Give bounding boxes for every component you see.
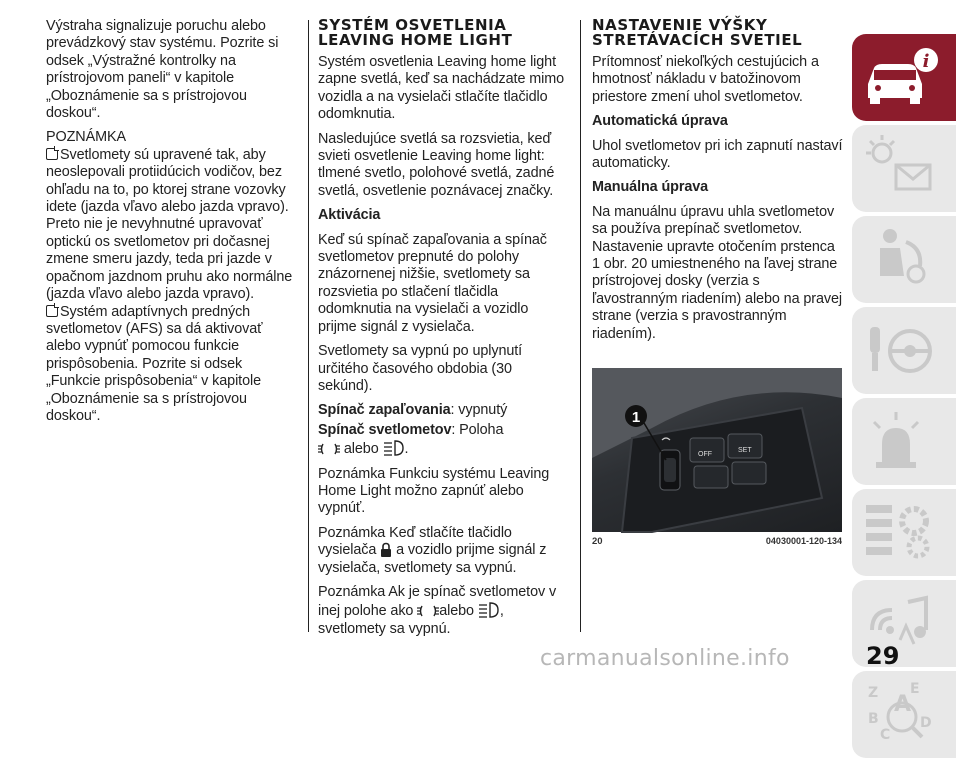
figure-number: 20 — [592, 536, 603, 547]
column-right — [592, 18, 844, 350]
note-item — [46, 147, 296, 304]
car-info-icon — [860, 40, 940, 112]
section-title: SYSTÉM OSVETLENIA LEAVING HOME LIGHT — [318, 16, 513, 49]
note-icon — [46, 305, 58, 317]
note-item — [46, 304, 296, 426]
svg-text:E: E — [910, 681, 920, 697]
ignition-line: Spínač zapaľovania: vypnutý — [318, 402, 508, 419]
paragraph: Nastavenie upravte otočením prstenca 1 obr. 20 umiestneného na ľavej strane prístrojovej dosky (verzia s ľavostranným riadením) alebo na pravej strane (verzia s pravostranným riadením). — [592, 238, 842, 342]
watermark: carmanualsonline.info — [540, 646, 790, 671]
off-label: OFF — [698, 451, 712, 458]
column-middle — [318, 18, 570, 645]
tab-service[interactable] — [852, 489, 956, 576]
note-transmitter: Poznámka Keď stlačíte tlačidlo vysielača a vozidlo prijme signál z vysielača, svetlomety sa vypnú. — [318, 524, 547, 576]
tab-emergency[interactable] — [852, 398, 956, 485]
paragraph: Uhol svetlometov pri ich zapnutí nastaví automaticky. — [592, 137, 843, 172]
paragraph: Keď sú spínač zapaľovania a spínač svetlometov prepnuté do polohy znázornenej nižšie, svetlomety sa rozsvietia po stlačení tlačidla odomknutia na vysielači a vozidlo prijme signál z vysielača. — [318, 231, 547, 335]
note-icon — [46, 148, 58, 160]
note-switch-position: Poznámka Ak je spínač svetlometov v inej polohe ako alebo , svetlomety sa vypnú. — [318, 583, 557, 637]
column-divider — [308, 20, 309, 632]
subheading-automatic: Automatická úprava — [592, 113, 728, 130]
note-text: Systém adaptívnych predných svetlometov (AFS) sa dá aktivovať alebo vypnúť pomocou funkcie prispôsobenia. Pozrite si odsek „Funkcie prispôsobenia“ v kapitole „Oboznámenie sa s prístrojovou doskou“. — [46, 303, 263, 424]
paragraph: Na manuálnu úpravu uhla svetlometov sa používa prepínač svetlometov. — [592, 203, 835, 238]
paragraph: Výstraha signalizuje poruchu alebo prevádzkový stav systému. Pozrite si odsek „Výstražné kontrolky na prístrojovom paneli“ v kapitole „Oboznámenie sa s prístrojovou doskou“. — [46, 18, 279, 122]
svg-text:Z: Z — [868, 685, 879, 701]
svg-text:C: C — [880, 727, 891, 743]
paragraph: Prítomnosť niekoľkých cestujúcich a hmotnosť nákladu v batožinovom priestore zmení uhol svetlometov. — [592, 54, 819, 105]
dashboard-panel-illustration — [592, 368, 842, 532]
svg-text:D: D — [920, 715, 932, 731]
callout-number: 1 — [631, 409, 641, 426]
seat-safety-icon — [860, 222, 940, 294]
warning-lights-icon — [860, 131, 940, 203]
parking-light-icon — [318, 441, 340, 457]
section-title: NASTAVENIE VÝŠKY STRETÁVACÍCH SVETIEL — [592, 16, 803, 49]
tab-starting-driving[interactable] — [852, 307, 956, 394]
service-gears-icon — [860, 495, 940, 567]
tab-car-info[interactable] — [852, 34, 956, 121]
tab-safety[interactable] — [852, 216, 956, 303]
lock-icon — [380, 542, 392, 558]
svg-text:i: i — [922, 51, 930, 72]
parking-light-icon — [417, 603, 439, 619]
svg-text:A: A — [894, 692, 912, 717]
note-heading: POZNÁMKA — [46, 129, 126, 146]
column-left — [46, 18, 296, 432]
tab-warning-lights[interactable] — [852, 125, 956, 212]
low-beam-icon — [478, 601, 500, 619]
paragraph: Svetlomety sa vypnú po uplynutí určitého časového obdobia (30 sekúnd). — [318, 343, 523, 394]
page-number: 29 — [866, 642, 900, 670]
subheading-manual: Manuálna úprava — [592, 179, 709, 196]
subheading-activation: Aktivácia — [318, 207, 381, 224]
column-divider — [580, 20, 581, 632]
alarm-icon — [860, 404, 940, 476]
headlight-line: Spínač svetlometov: Poloha alebo . — [318, 421, 504, 458]
paragraph: Nasledujúce svetlá sa rozsvietia, keď svieti osvetlenie Leaving home light: tlmené svetlo, polohové svetlá, zadné svetlá, osvetlenie poznávacej značky. — [318, 130, 555, 199]
figure-photo — [592, 368, 842, 532]
paragraph: Systém osvetlenia Leaving home light zapne svetlá, keď sa nachádzate mimo vozidla a na vysielači stlačíte tlačidlo odomknutia. — [318, 54, 565, 123]
tab-index[interactable] — [852, 671, 956, 758]
set-label: SET — [738, 447, 752, 454]
low-beam-icon — [383, 439, 405, 457]
index-icon — [860, 677, 940, 749]
note-text: Svetlomety sú upravené tak, aby neoslepovali protiidúcich vodičov, bez ohľadu na to, po ktorej strane vozovky idete (jazda vľavo alebo jazda vpravo). Preto nie je nevyhnutné upravovať optickú os svetlometov pri dočasnej zmene smeru jazdy, teda pri jazde v opačnom jazdnom pruhu ako normálne (jazda vľavo alebo jazda vpravo). — [46, 146, 293, 303]
key-wheel-icon — [860, 313, 940, 385]
svg-text:B: B — [868, 711, 879, 727]
figure-code: 04030001-120-134 — [765, 536, 842, 546]
note-leaving-home: Poznámka Funkciu systému Leaving Home Light možno zapnúť alebo vypnúť. — [318, 465, 550, 517]
